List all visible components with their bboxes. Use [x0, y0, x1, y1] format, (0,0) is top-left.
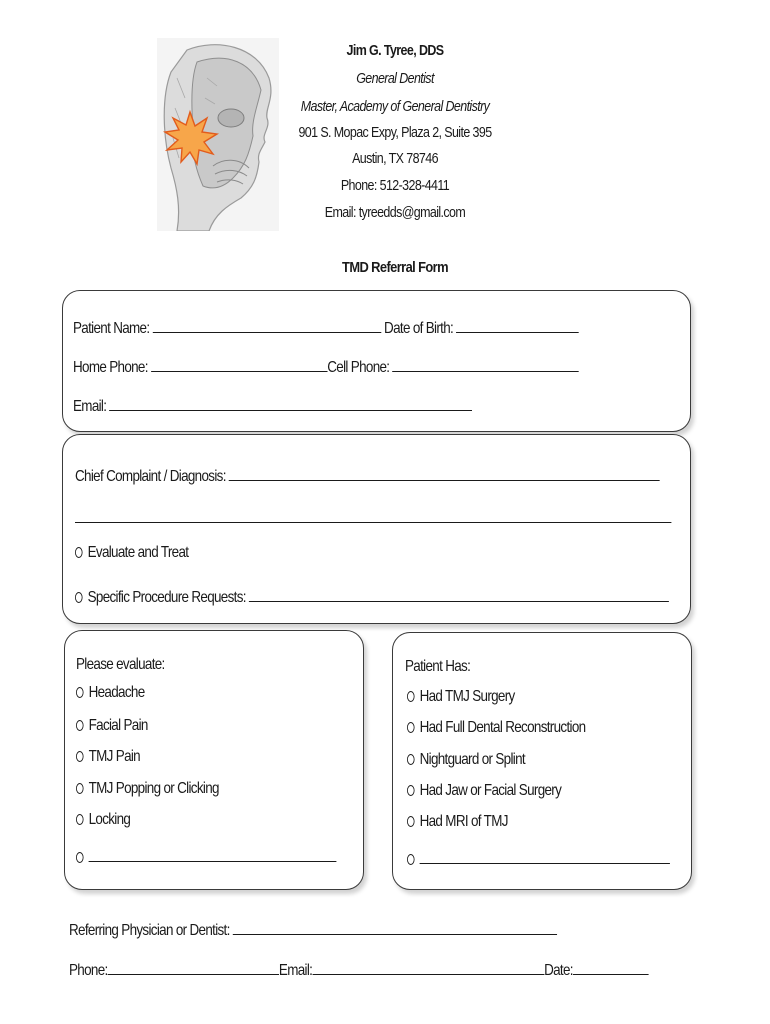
evaluate-radio[interactable] [76, 720, 84, 731]
patient-has-radio[interactable] [407, 785, 415, 796]
referrer-field[interactable] [233, 920, 557, 935]
patient-has-option-label: Had TMJ Surgery [419, 688, 515, 705]
evaluate-treat-radio[interactable] [75, 547, 83, 558]
evaluate-option-label: TMJ Popping or Clicking [88, 780, 219, 797]
patient-name-field[interactable] [152, 318, 380, 333]
evaluate-option-label: Headache [88, 684, 145, 701]
specific-procedure-field[interactable] [249, 587, 669, 602]
evaluate-radio[interactable] [76, 783, 84, 794]
footer-date-label: Date: [544, 962, 573, 979]
patient-has-radio[interactable] [407, 816, 415, 827]
address-line-2: Austin, TX 78746 [352, 151, 438, 167]
patient-email-field[interactable] [109, 396, 472, 411]
evaluate-radio[interactable] [76, 814, 84, 825]
patient-has-other-radio[interactable] [407, 854, 415, 865]
evaluate-radio[interactable] [76, 687, 84, 698]
patient-has-radio[interactable] [407, 754, 415, 765]
home-phone-field[interactable] [151, 357, 327, 372]
footer-phone-label: Phone: [69, 962, 108, 979]
evaluate-option[interactable] [76, 780, 219, 798]
referrer-label: Referring Physician or Dentist: [69, 922, 230, 939]
patient-has-radio[interactable] [407, 691, 415, 702]
evaluate-option-label: TMJ Pain [88, 748, 140, 765]
address-line-1: 901 S. Mopac Expy, Plaza 2, Suite 395 [298, 125, 492, 141]
evaluate-other-option[interactable] [76, 847, 336, 867]
patient-has-option[interactable] [407, 813, 508, 831]
dob-label: Date of Birth: [384, 320, 454, 337]
patient-name-row [73, 318, 579, 338]
patient-has-other-field[interactable] [420, 849, 670, 864]
patient-has-radio[interactable] [407, 722, 415, 733]
specific-procedure-label: Specific Procedure Requests: [87, 589, 246, 606]
patient-has-option-label: Had MRI of TMJ [419, 813, 508, 830]
specific-procedure-row[interactable] [75, 587, 669, 607]
evaluate-treat-label: Evaluate and Treat [87, 544, 189, 561]
chief-complaint-continued-row [75, 508, 671, 528]
dob-field[interactable] [456, 318, 579, 333]
office-phone: Phone: 512-328-4411 [340, 178, 450, 194]
patient-has-option[interactable] [407, 751, 525, 769]
evaluate-option[interactable] [76, 811, 130, 829]
footer-phone-field[interactable] [108, 960, 279, 975]
evaluate-option-label: Facial Pain [88, 717, 148, 734]
phone-row [73, 357, 579, 377]
cell-phone-field[interactable] [392, 357, 578, 372]
footer-date-field[interactable] [573, 960, 649, 975]
footer-email-label: Email: [278, 962, 313, 979]
evaluate-other-field[interactable] [89, 847, 337, 862]
patient-name-label: Patient Name: [73, 320, 150, 337]
chief-complaint-label: Chief Complaint / Diagnosis: [75, 468, 226, 485]
patient-has-option-label: Nightguard or Splint [419, 751, 525, 768]
dentist-name: Jim G. Tyree, DDS [346, 43, 444, 59]
evaluate-radio[interactable] [76, 751, 84, 762]
patient-has-option[interactable] [407, 688, 515, 706]
chief-complaint-field-line-2[interactable] [75, 508, 671, 523]
home-phone-label: Home Phone: [73, 359, 148, 376]
patient-email-row [73, 396, 472, 416]
patient-email-label: Email: [73, 398, 107, 415]
patient-has-option[interactable] [407, 782, 561, 800]
patient-has-option[interactable] [407, 719, 585, 737]
evaluate-option[interactable] [76, 684, 144, 702]
evaluate-other-radio[interactable] [76, 852, 84, 863]
evaluate-treat-option[interactable] [75, 544, 188, 562]
office-email: Email: tyreedds@gmail.com [324, 205, 466, 221]
form-title: TMD Referral Form [342, 259, 448, 276]
referrer-row [69, 920, 557, 940]
evaluate-option[interactable] [76, 717, 148, 735]
dentist-credential: Master, Academy of General Dentistry [300, 99, 490, 115]
footer-contact-row [69, 960, 648, 980]
patient-has-option-label: Had Jaw or Facial Surgery [419, 782, 562, 799]
please-evaluate-heading: Please evaluate: [76, 656, 165, 673]
evaluate-option[interactable] [76, 748, 140, 766]
footer-email-field[interactable] [312, 960, 544, 975]
chief-complaint-field[interactable] [229, 466, 660, 481]
specific-procedure-radio[interactable] [75, 592, 83, 603]
chief-complaint-row [75, 466, 660, 486]
dentist-title: General Dentist [356, 71, 434, 87]
patient-has-option-label: Had Full Dental Reconstruction [419, 719, 586, 736]
evaluate-option-label: Locking [88, 811, 131, 828]
cell-phone-label: Cell Phone: [327, 359, 390, 376]
patient-has-heading: Patient Has: [405, 658, 471, 675]
patient-has-other-option[interactable] [407, 849, 670, 869]
